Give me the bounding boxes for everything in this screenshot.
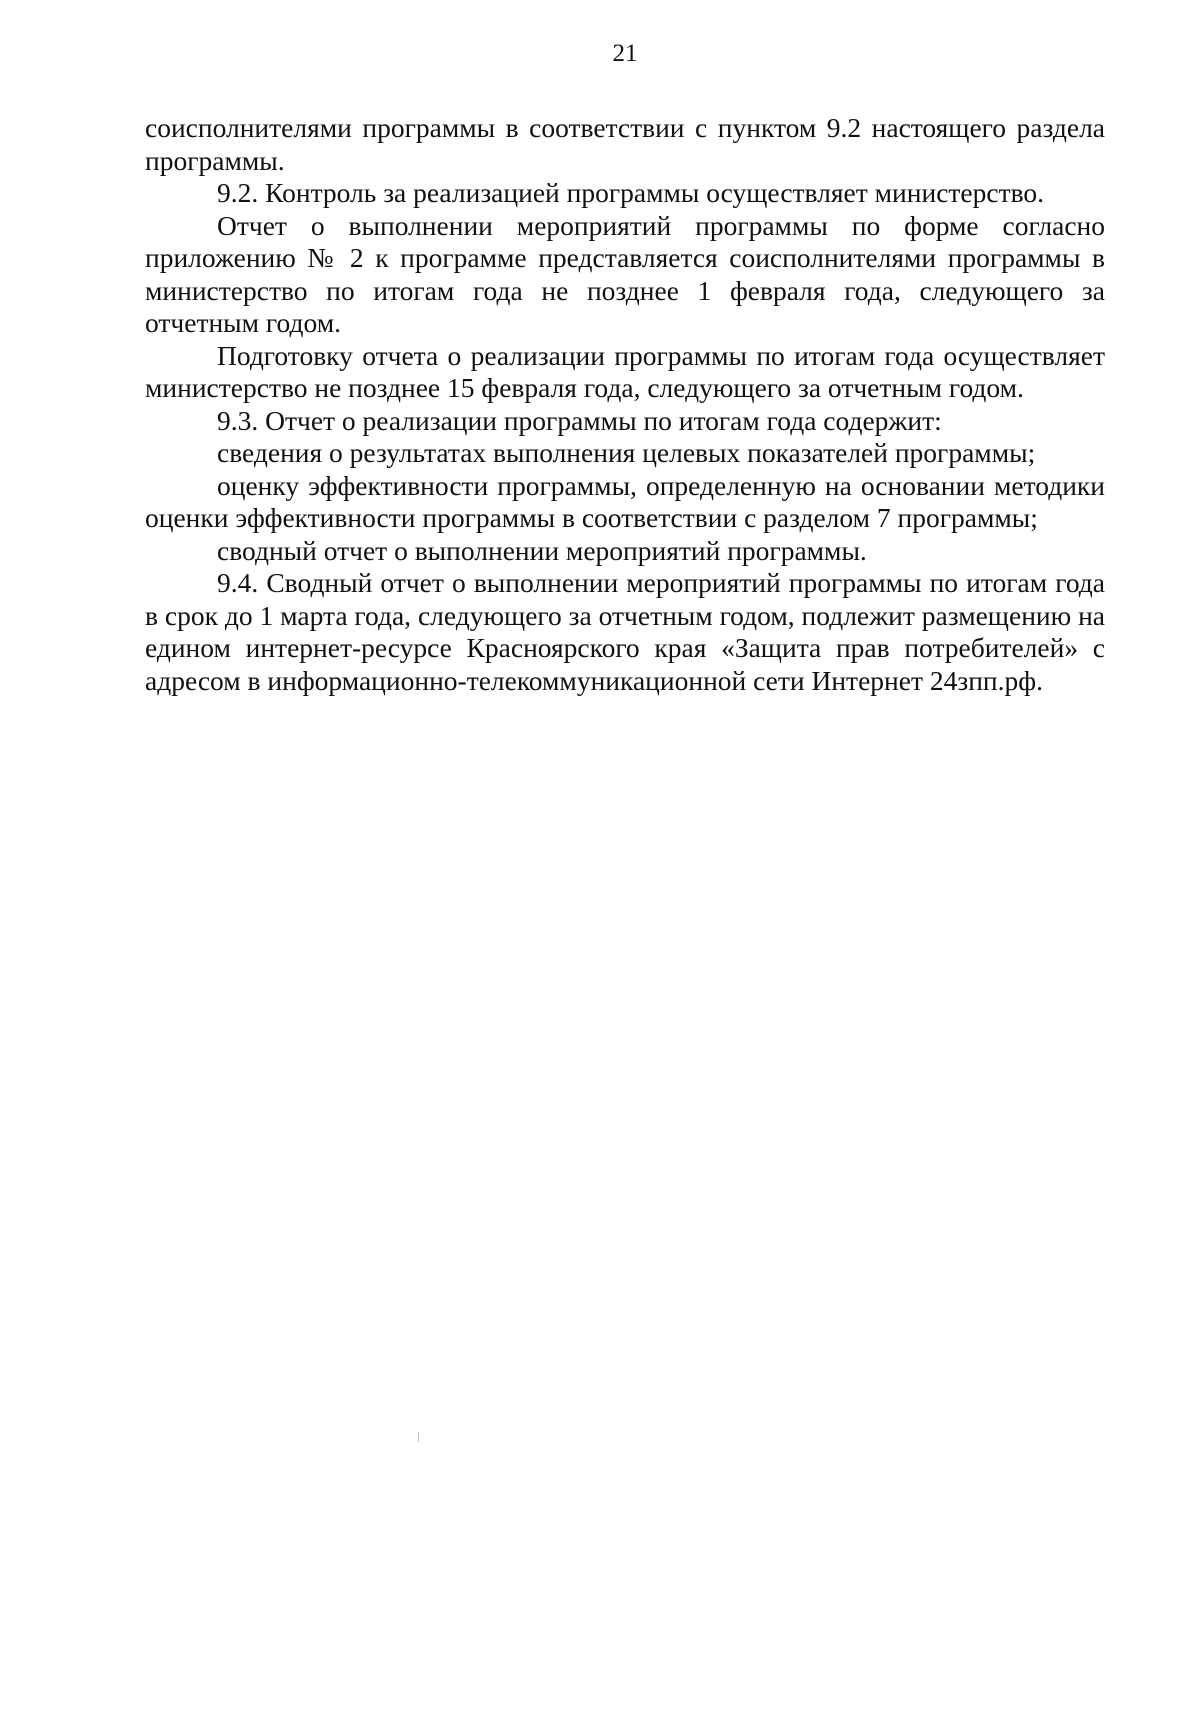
paragraph-efficiency-assessment: оценку эффективности программы, определенную на основании методики оценки эффективности программы в соответствии с разделом 7 программы;	[145, 469, 1105, 533]
paragraph-9-4-publication: 9.4. Сводный отчет о выполнении мероприятий программы по итогам года в срок до 1 марта года, следующего за отчетным годом, подлежит размещению на едином интернет-ресурсе Красноярского края «Защита прав потребителей» с адресом в информационно-телекоммуникационной сети Интернет 24зпп.рф.	[145, 567, 1105, 696]
paragraph-continuation: соисполнителями программы в соответствии с пунктом 9.2 настоящего раздела программы.	[145, 112, 1105, 176]
scan-artifact	[418, 1432, 419, 1442]
paragraph-target-indicators: сведения о результатах выполнения целевых показателей программы;	[217, 437, 1036, 468]
document-body	[145, 112, 1105, 697]
paragraph-summary-report: сводный отчет о выполнении мероприятий программы.	[217, 534, 867, 566]
page-number: 21	[612, 40, 638, 67]
paragraph-9-3-report-contents: 9.3. Отчет о реализации программы по итогам года содержит:	[217, 404, 942, 436]
paragraph-report-submission: Отчет о выполнении мероприятий программы по форме согласно приложению № 2 к программе представляется соисполнителями программы в министерство по итогам года не позднее 1 февраля года, следующего за отчетным годом.	[145, 209, 1105, 338]
paragraph-report-preparation: Подготовку отчета о реализации программы по итогам года осуществляет министерство не позднее 15 февраля года, следующего за отчетным годом.	[145, 339, 1105, 403]
paragraph-9-2-control: 9.2. Контроль за реализацией программы осуществляет министерство.	[217, 177, 1045, 208]
